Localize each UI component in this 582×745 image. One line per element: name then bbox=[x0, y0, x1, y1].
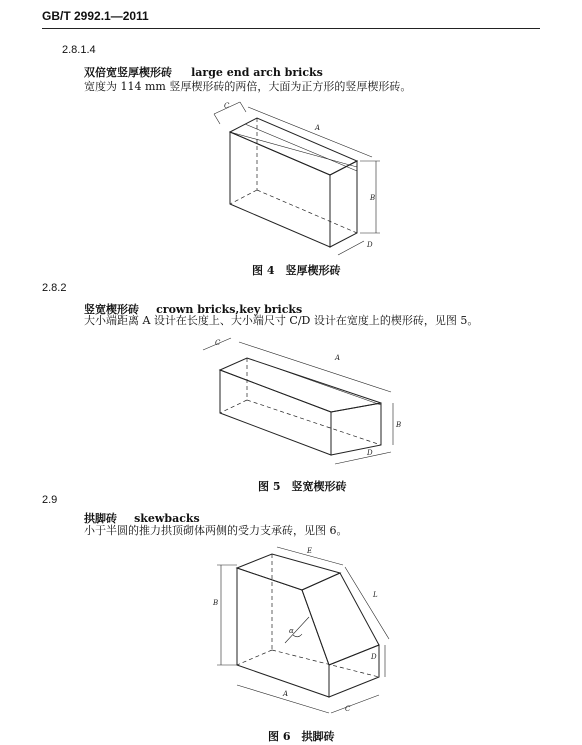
section-number: 2.8.1.4 bbox=[62, 44, 96, 56]
figure-5-drawing bbox=[195, 330, 400, 470]
standard-number: GB/T 2992.1—2011 bbox=[42, 9, 149, 23]
angle-label-alpha: α bbox=[289, 627, 294, 635]
dim-label-e: E bbox=[307, 547, 313, 555]
dim-label-d: D bbox=[371, 653, 377, 661]
term-en: skewbacks bbox=[134, 512, 200, 525]
term-definition: 小于半圆的推力拱顶砌体两侧的受力支承砖，见图 6。 bbox=[84, 524, 348, 537]
figure-caption: 图 5 竖宽楔形砖 bbox=[258, 480, 347, 493]
dim-label-c: C bbox=[224, 102, 230, 110]
dim-label-a: A bbox=[315, 124, 321, 132]
term-en: large end arch bricks bbox=[191, 66, 323, 79]
header-rule bbox=[42, 28, 540, 29]
dim-label-a: A bbox=[283, 690, 289, 698]
section-number: 2.9 bbox=[42, 494, 58, 506]
section-number: 2.8.2 bbox=[42, 282, 67, 294]
dim-label-d: D bbox=[367, 449, 373, 457]
dim-label-b: B bbox=[396, 421, 402, 429]
dim-label-b: B bbox=[370, 194, 376, 202]
term-zh: 双倍宽竖厚楔形砖 bbox=[84, 66, 172, 79]
dim-label-d: D bbox=[367, 241, 373, 249]
dim-label-a: A bbox=[335, 354, 341, 362]
figure-6-drawing bbox=[205, 535, 405, 720]
dim-label-c: C bbox=[345, 705, 351, 713]
dim-label-l: L bbox=[373, 591, 378, 599]
figure-4-drawing bbox=[200, 95, 400, 260]
dim-label-b: B bbox=[213, 599, 219, 607]
figure-caption: 图 6 拱脚砖 bbox=[268, 730, 335, 743]
term-definition: 宽度为 114 mm 竖厚楔形砖的两倍，大面为正方形的竖厚楔形砖。 bbox=[84, 80, 412, 93]
figure-caption: 图 4 竖厚楔形砖 bbox=[252, 264, 341, 277]
dim-label-c: C bbox=[215, 339, 221, 347]
term-en: crown bricks,key bricks bbox=[156, 303, 303, 316]
term-zh: 竖宽楔形砖 bbox=[84, 303, 139, 316]
term-zh: 拱脚砖 bbox=[84, 512, 117, 525]
term-definition: 大小端距离 A 设计在长度上、大小端尺寸 C/D 设计在宽度上的楔形砖，见图 5。 bbox=[84, 314, 479, 327]
